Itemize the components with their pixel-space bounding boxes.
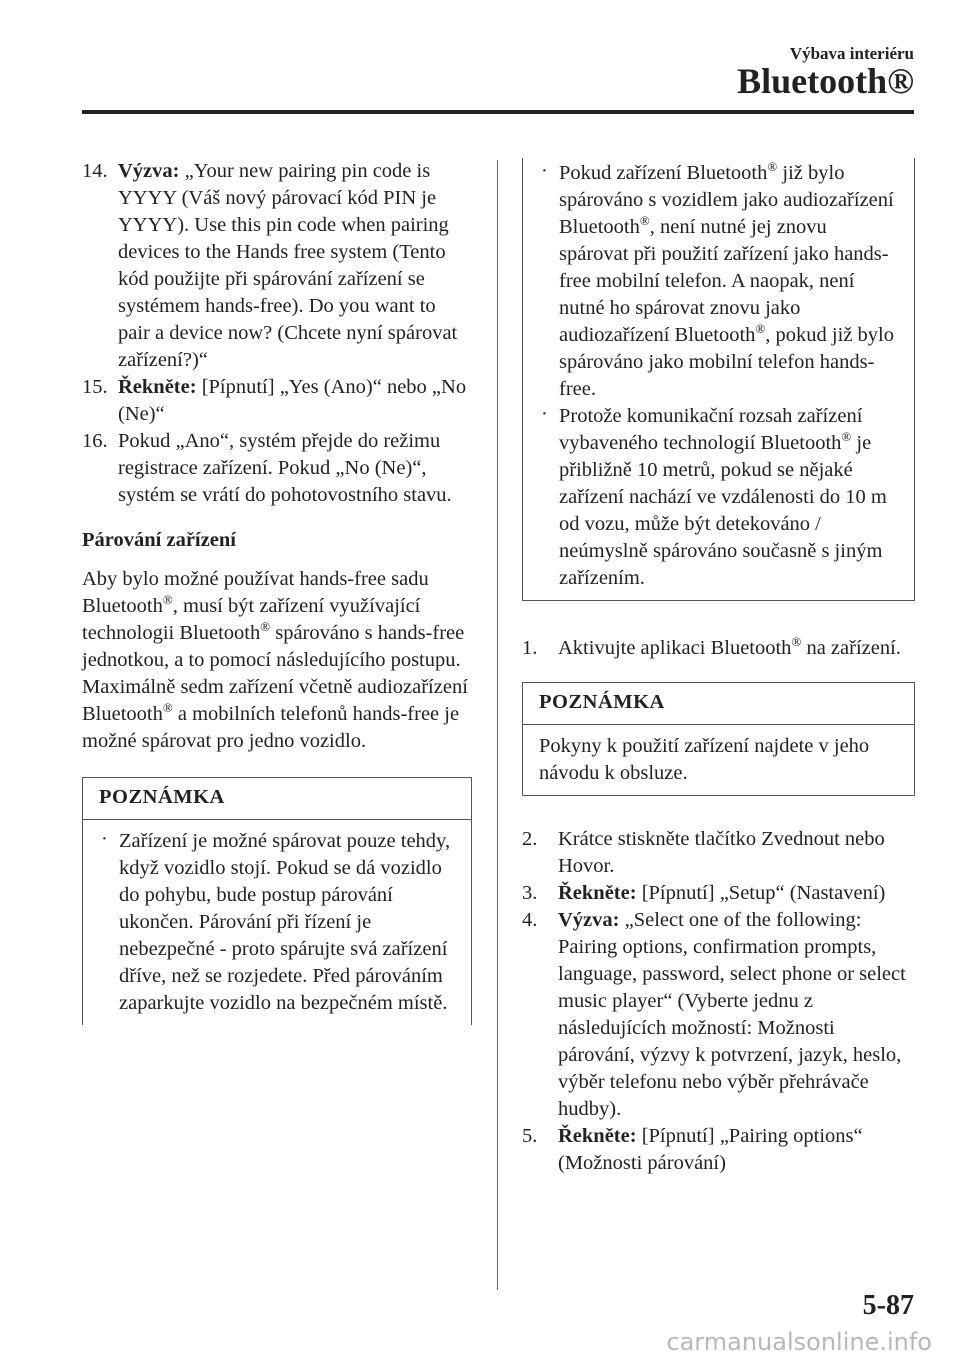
list-item-1 [522, 635, 915, 662]
watermark: carmanualsonline.info [666, 1328, 932, 1356]
text-run: Aktivujte aplikaci Bluetooth [558, 637, 792, 659]
list-item-4 [522, 907, 915, 1123]
list-item-15 [82, 374, 472, 428]
note-bullet [99, 828, 457, 1017]
item-number: 15. [82, 376, 108, 398]
registered-mark: ® [260, 619, 271, 635]
note-title: POZNÁMKA [83, 778, 471, 820]
item-number: 5. [522, 1125, 538, 1147]
item-label: Řekněte: [118, 376, 197, 398]
item-text: [Pípnutí] „Yes (Ano)“ nebo „No (Ne)“ [118, 376, 467, 425]
text-run: Maximálně sedm zařízení včetně audiozařízení Bluetooth [82, 676, 468, 725]
note-body [83, 820, 471, 1025]
section-name: Výbava interiéru [789, 44, 914, 63]
text-run: , musí být zařízení využívající technologii Bluetooth [82, 595, 421, 644]
bullet-icon: · [541, 403, 548, 425]
text-run: , pokud již bylo spárováno jako mobilní telefon hands-free. [559, 324, 894, 400]
item-number: 16. [82, 430, 108, 452]
text-run: Pokud zařízení Bluetooth [559, 162, 768, 184]
item-number: 2. [522, 828, 538, 850]
page-title: Bluetooth® [737, 61, 914, 101]
item-label: Řekněte: [558, 1125, 637, 1147]
item-number: 4. [522, 909, 538, 931]
item-number: 14. [82, 160, 108, 182]
paragraph-max-devices [82, 674, 472, 755]
item-label: Výzva: [558, 909, 620, 931]
item-text: [Pípnutí] „Pairing options“ (Možnosti párování) [558, 1125, 863, 1174]
registered-mark: ® [162, 592, 173, 608]
item-text: „Select one of the following: Pairing options, confirmation prompts, language, password, select phone or select music player“ (Vyberte jednu z následujících možností: Možnosti párování, výzvy k potvrzení, jazyk, heslo, výběr telefonu nebo výběr přehrávače hudby). [558, 909, 906, 1120]
note-box-2 [522, 682, 915, 796]
item-text: Krátce stiskněte tlačítko Zvednout nebo Hovor. [558, 828, 885, 877]
text-run: je přibližně 10 metrů, pokud se nějaké zařízení nachází ve vzdálenosti do 10 m od vozu, může být detekováno / neúmyslně spárováno současně s jiným zařízením. [559, 432, 887, 589]
item-label: Výzva: [118, 160, 180, 182]
registered-mark: ® [791, 634, 802, 650]
text-run: , není nutné jej znovu spárovat při použití zařízení jako hands-free mobilní telefon. A naopak, není nutné ho spárovat znovu jako audiozařízení Bluetooth [559, 216, 889, 346]
right-column [522, 158, 915, 1177]
registered-mark: ® [767, 159, 778, 175]
paragraph-intro [82, 566, 472, 674]
header-divider [82, 110, 914, 114]
list-item-16 [82, 428, 472, 509]
note-box [82, 777, 472, 1025]
registered-mark: ® [639, 213, 650, 229]
registered-mark: ® [755, 321, 766, 337]
left-column [82, 158, 472, 1025]
bullet-icon: · [101, 828, 108, 850]
bullet-text: Zařízení je možné spárovat pouze tehdy, když vozidlo stojí. Pokud se dá vozidlo do pohybu, bude postup párování ukončen. Párování při řízení je nebezpečné - proto spárujte svá zařízení dříve, než se rozjedete. Před párováním zaparkujte vozidlo na bezpečném místě. [119, 830, 451, 1014]
text-run: spárováno s hands-free jednotkou, a to pomocí následujícího postupu. [82, 622, 465, 671]
item-number: 1. [522, 637, 538, 659]
section-heading: Párování zařízení [82, 529, 236, 551]
text-run: a mobilních telefonů hands-free je možné spárovat pro jedno vozidlo. [82, 703, 460, 752]
bullet-icon: · [541, 160, 548, 182]
note-bullet [539, 403, 900, 592]
text-run: Protože komunikační rozsah zařízení vybaveného technologií Bluetooth [559, 405, 863, 454]
steps-list [522, 826, 915, 1177]
item-text: Pokud „Ano“, systém přejde do režimu registrace zařízení. Pokud „No (Ne)“, systém se vrátí do pohotovostního stavu. [118, 430, 452, 506]
registered-mark: ® [162, 700, 173, 716]
list-item-5 [522, 1123, 915, 1177]
item-label: Řekněte: [558, 882, 637, 904]
item-number: 3. [522, 882, 538, 904]
item-text: „Your new pairing pin code is YYYY (Váš nový párovací kód PIN je YYYY). Use this pin code when pairing devices to the Hands free system (Tento kód použijte při spárování zařízení se systémem hands-free). Do you want to pair a device now? (Chcete nyní spárovat zařízení?)“ [118, 160, 458, 371]
note-title: POZNÁMKA [523, 683, 914, 725]
note-box-continued [522, 158, 915, 601]
item-text: [Pípnutí] „Setup“ (Nastavení) [636, 882, 886, 904]
text-run: na zařízení. [801, 637, 901, 659]
page-number: 5-87 [862, 1290, 914, 1321]
note-bullet [539, 160, 900, 403]
list-item-3 [522, 880, 915, 907]
list-item-2 [522, 826, 915, 880]
text-run: Aby bylo možné používat hands-free sadu Bluetooth [82, 568, 429, 617]
text-run: již bylo spárováno s vozidlem jako audiozařízení Bluetooth [559, 162, 894, 238]
list-item-14 [82, 158, 472, 374]
note-body: Pokyny k použití zařízení najdete v jeho návodu k obsluze. [539, 735, 870, 784]
registered-mark: ® [841, 429, 852, 445]
column-divider [497, 160, 498, 1290]
